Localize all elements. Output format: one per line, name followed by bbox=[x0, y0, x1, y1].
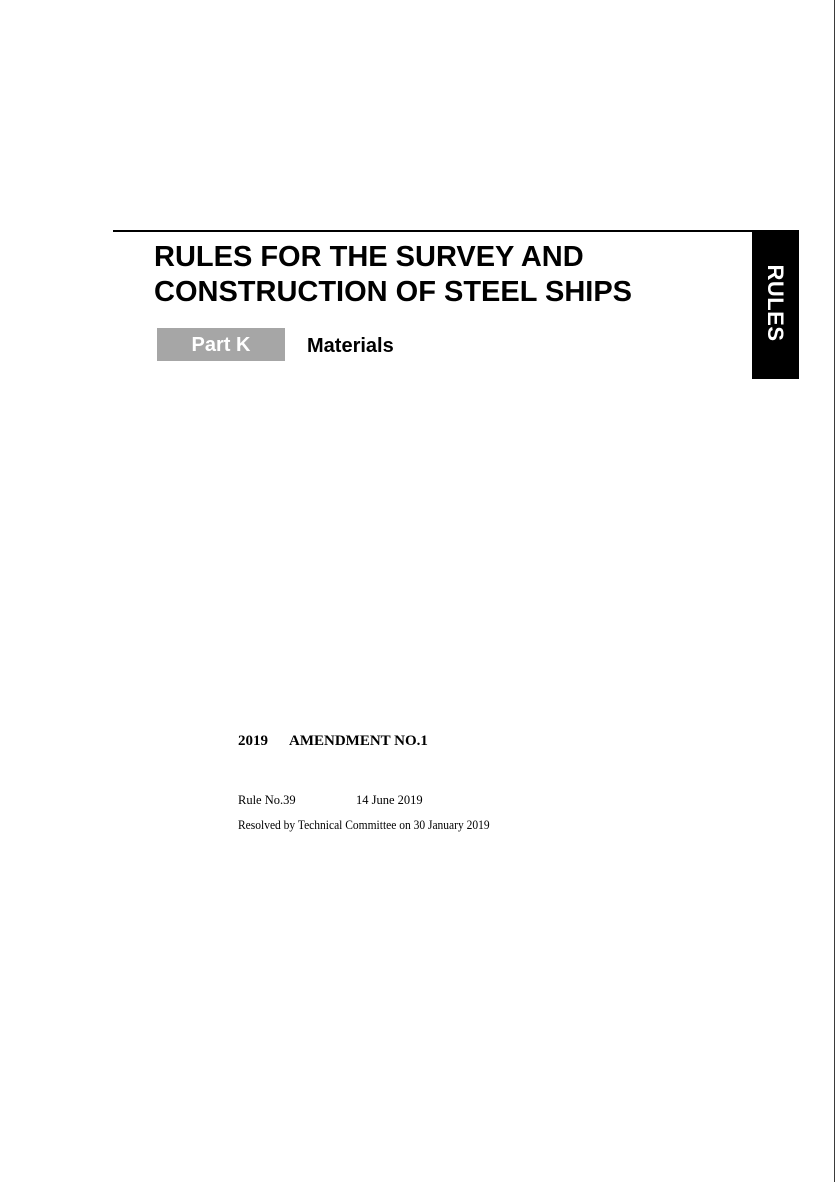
title-line-2: CONSTRUCTION OF STEEL SHIPS bbox=[154, 276, 633, 308]
page-edge-line bbox=[834, 0, 835, 1182]
rule-date: 14 June 2019 bbox=[356, 793, 423, 807]
amendment-heading bbox=[238, 733, 428, 750]
document-title bbox=[154, 240, 632, 310]
amendment-label: AMENDMENT NO.1 bbox=[289, 733, 428, 749]
header-rule bbox=[113, 230, 799, 232]
resolution-text: Resolved by Technical Committee on 30 January 2019 bbox=[238, 818, 490, 832]
rule-info bbox=[238, 793, 423, 808]
title-line-1: RULES FOR THE SURVEY AND bbox=[154, 241, 584, 273]
rule-number: Rule No.39 bbox=[238, 793, 296, 807]
side-tab-label: RULES bbox=[763, 264, 788, 342]
side-tab bbox=[752, 231, 799, 379]
part-badge: Part K bbox=[157, 328, 285, 361]
amendment-year: 2019 bbox=[238, 733, 268, 749]
part-subject: Materials bbox=[307, 335, 394, 357]
